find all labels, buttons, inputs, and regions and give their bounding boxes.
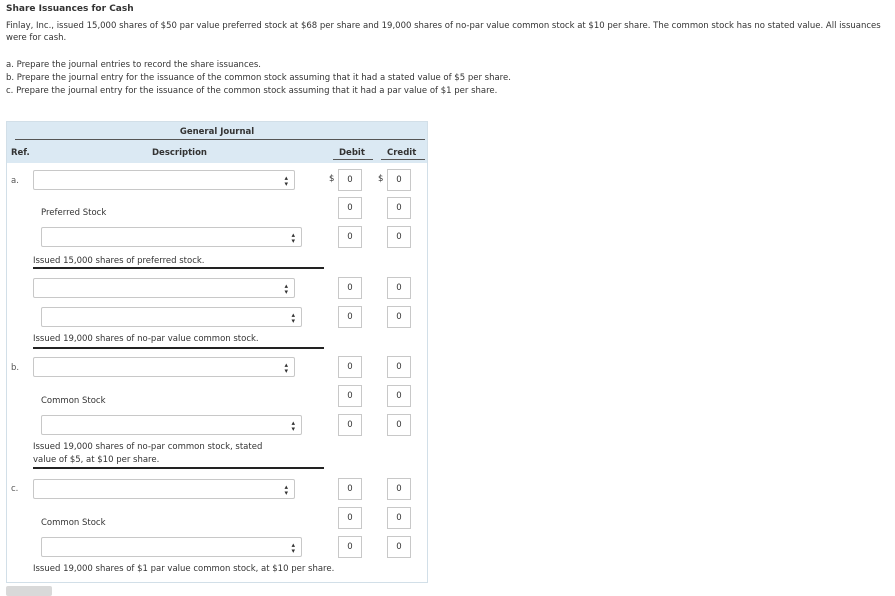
account-select[interactable] xyxy=(41,227,302,247)
account-name: Common Stock xyxy=(41,396,106,406)
select-arrows-icon: ▴ ▾ xyxy=(284,174,288,188)
entry-explanation: value of $5, at $10 per share. xyxy=(33,455,160,465)
debit-input[interactable]: 0 xyxy=(338,356,362,378)
entry-explanation: Issued 19,000 shares of no-par common stock, stated xyxy=(33,442,263,452)
account-name: Common Stock xyxy=(41,518,106,528)
debit-header: Debit xyxy=(339,148,365,158)
header-rule xyxy=(15,139,425,140)
journal-title: General Journal xyxy=(179,127,255,137)
credit-input[interactable]: 0 xyxy=(387,226,411,248)
account-select[interactable] xyxy=(33,170,295,190)
debit-input[interactable]: 0 xyxy=(338,197,362,219)
credit-input[interactable]: 0 xyxy=(387,507,411,529)
credit-header-rule xyxy=(381,159,425,160)
select-arrows-icon: ▴ ▾ xyxy=(284,483,288,497)
entry-ref: b. xyxy=(11,363,20,373)
description-header: Description xyxy=(152,148,207,158)
requirement-a: a. Prepare the journal entries to record the share issuances. xyxy=(6,60,261,70)
credit-input[interactable]: 0 xyxy=(387,385,411,407)
entry-explanation: Issued 19,000 shares of $1 par value common stock, at $10 per share. xyxy=(33,564,335,574)
ref-header: Ref. xyxy=(11,148,30,158)
requirement-b: b. Prepare the journal entry for the issuance of the common stock assuming that it had a stated value of $5 per share. xyxy=(6,73,511,83)
account-name: Preferred Stock xyxy=(41,208,107,218)
debit-input[interactable]: 0 xyxy=(338,169,362,191)
page-title: Share Issuances for Cash xyxy=(6,4,134,14)
entry-explanation: Issued 15,000 shares of preferred stock. xyxy=(33,256,205,266)
debit-input[interactable]: 0 xyxy=(338,385,362,407)
credit-input[interactable]: 0 xyxy=(387,197,411,219)
credit-input[interactable]: 0 xyxy=(387,277,411,299)
select-arrows-icon: ▴ ▾ xyxy=(291,231,295,245)
general-journal xyxy=(6,121,428,583)
credit-input[interactable]: 0 xyxy=(387,414,411,436)
problem-intro: Finlay, Inc., issued 15,000 shares of $50 par value preferred stock at $68 per share and 19,000 shares of no-par value common stock at $10 per share. The common stock has no stated value. All issuances were for cash. xyxy=(6,21,881,43)
debit-header-rule xyxy=(333,159,373,160)
entry-separator xyxy=(33,467,324,469)
account-select[interactable] xyxy=(41,307,302,327)
account-select[interactable] xyxy=(33,357,295,377)
submit-button[interactable] xyxy=(6,586,52,596)
entry-separator xyxy=(33,347,324,349)
debit-input[interactable]: 0 xyxy=(338,306,362,328)
debit-input[interactable]: 0 xyxy=(338,414,362,436)
credit-input[interactable]: 0 xyxy=(387,306,411,328)
debit-input[interactable]: 0 xyxy=(338,226,362,248)
account-select[interactable] xyxy=(41,537,302,557)
select-arrows-icon: ▴ ▾ xyxy=(291,541,295,555)
select-arrows-icon: ▴ ▾ xyxy=(284,282,288,296)
entry-ref: a. xyxy=(11,176,19,186)
debit-currency: $ xyxy=(329,174,335,184)
account-select[interactable] xyxy=(33,479,295,499)
debit-input[interactable]: 0 xyxy=(338,507,362,529)
credit-currency: $ xyxy=(378,174,384,184)
debit-input[interactable]: 0 xyxy=(338,536,362,558)
select-arrows-icon: ▴ ▾ xyxy=(284,361,288,375)
credit-input[interactable]: 0 xyxy=(387,478,411,500)
credit-input[interactable]: 0 xyxy=(387,536,411,558)
entry-explanation: Issued 19,000 shares of no-par value common stock. xyxy=(33,334,259,344)
select-arrows-icon: ▴ ▾ xyxy=(291,419,295,433)
debit-input[interactable]: 0 xyxy=(338,478,362,500)
account-select[interactable] xyxy=(33,278,295,298)
account-select[interactable] xyxy=(41,415,302,435)
credit-header: Credit xyxy=(387,148,417,158)
entry-ref: c. xyxy=(11,484,19,494)
requirement-c: c. Prepare the journal entry for the issuance of the common stock assuming that it had a par value of $1 per share. xyxy=(6,86,498,96)
credit-input[interactable]: 0 xyxy=(387,356,411,378)
select-arrows-icon: ▴ ▾ xyxy=(291,311,295,325)
entry-separator xyxy=(33,267,324,269)
credit-input[interactable]: 0 xyxy=(387,169,411,191)
debit-input[interactable]: 0 xyxy=(338,277,362,299)
